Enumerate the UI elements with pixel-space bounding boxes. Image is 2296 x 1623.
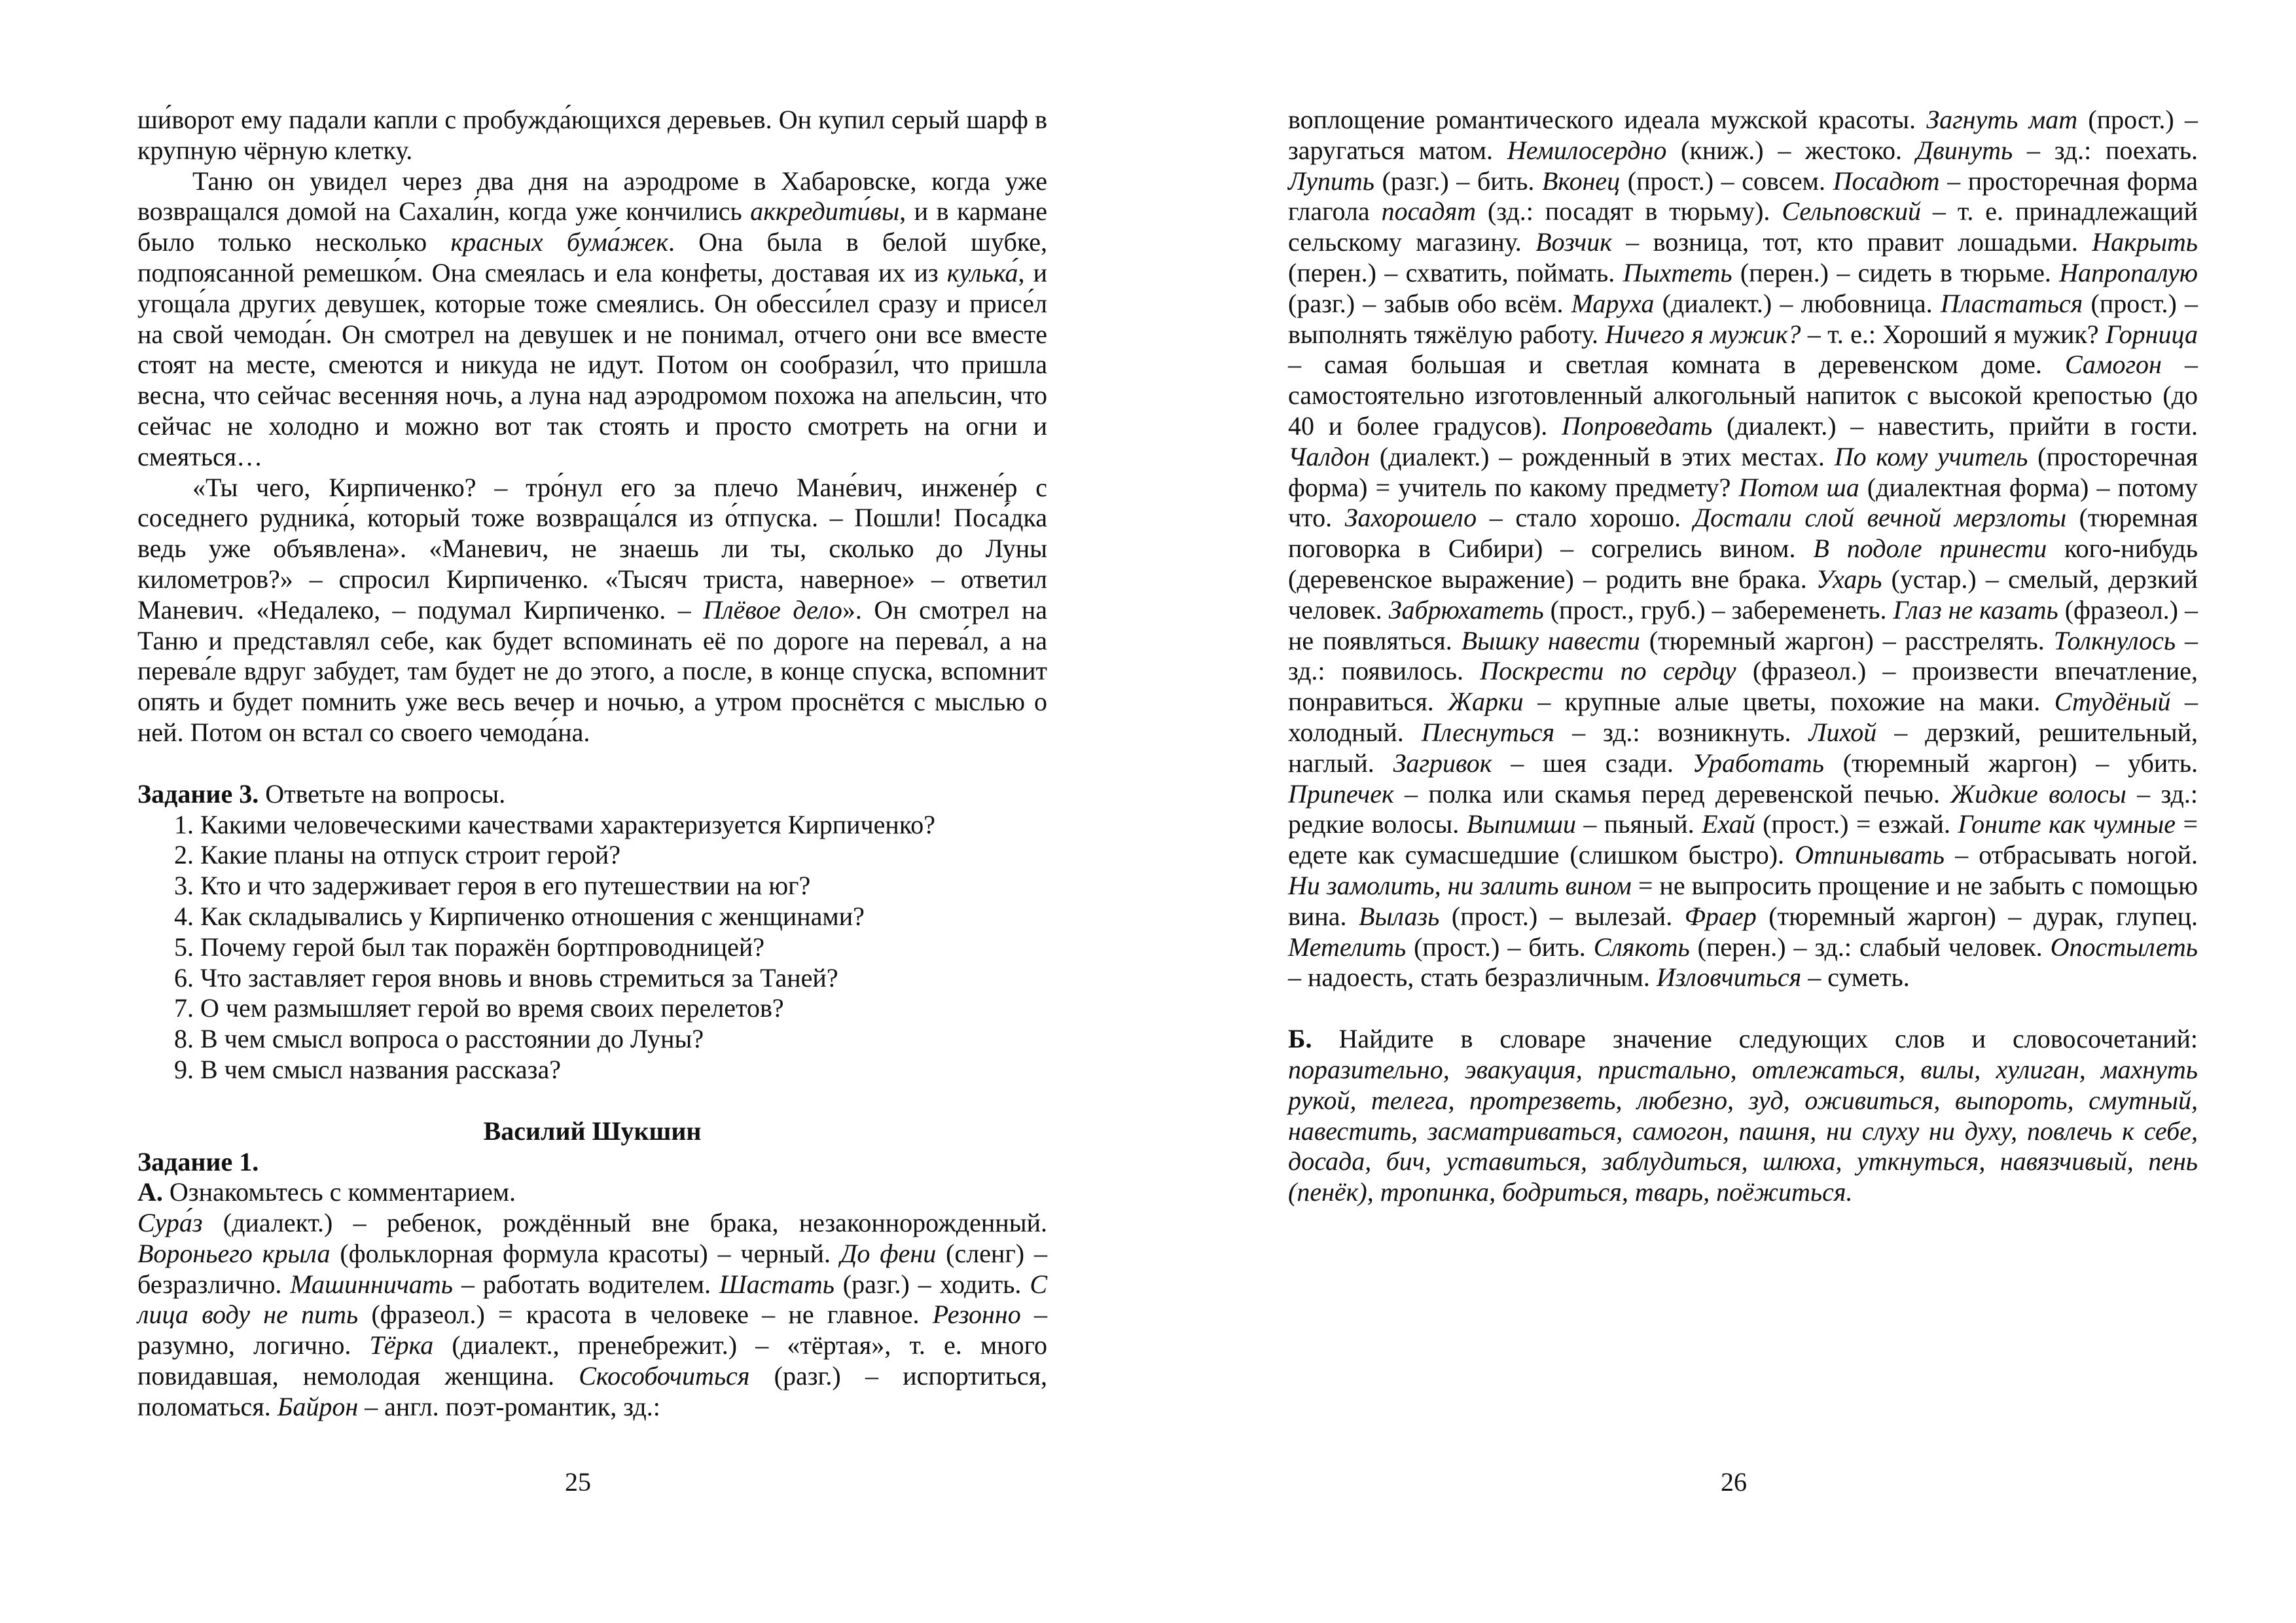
text-run: – шея сзади. <box>1492 748 1693 778</box>
text-run: (тюремный жаргон) – дурак, глупец. <box>1756 901 2198 931</box>
italic-term: Опостылеть <box>2050 932 2198 962</box>
italic-term: Двинуть <box>1916 135 2013 165</box>
author-heading: Василий Шукшин <box>483 1116 702 1146</box>
italic-term: Шастать <box>719 1269 834 1299</box>
text-run: (прост.) – бить. <box>1406 932 1594 962</box>
italic-term: Потом ша <box>1738 472 1859 502</box>
text-run: (диалект.) – любовница. <box>1654 288 1941 318</box>
task-3-label: Задание 3. <box>137 778 259 809</box>
italic-term: Захорошело <box>1344 503 1477 533</box>
italic-term: Толкнулось <box>2053 625 2176 655</box>
text-run: (тюремная поговорка в Сибири) – согрелись вином. <box>1288 503 2198 564</box>
italic-term: Достали слой вечной мерзлоты <box>1693 503 2067 533</box>
text-run: (фразеол.) = красота в человеке – не главное. <box>358 1300 933 1330</box>
italic-term: Плёвое дело <box>703 594 842 625</box>
italic-term: С лица воду не пить <box>137 1269 1047 1330</box>
text-run: (разг.) – забыв обо всём. <box>1288 288 1571 318</box>
italic-term: Немилосердно <box>1507 135 1667 165</box>
text-run: (перен.) – зд.: слабый человек. <box>1689 932 2051 962</box>
italic-term: Сура́з <box>137 1208 203 1238</box>
text-run: (разг.) – испортиться, поломаться. <box>137 1361 1047 1421</box>
part-a-text: Ознакомьтесь с комментарием. <box>162 1177 516 1207</box>
italic-term: Поскрести по сердцу <box>1480 656 1736 686</box>
page-number-right: 26 <box>1721 1467 1747 1497</box>
italic-term: Вылазь <box>1359 901 1440 931</box>
text-run: (разг.) – ходить. <box>834 1269 1030 1299</box>
text-run: (устар.) – смелый, дерзкий человек. <box>1288 564 2198 625</box>
text-run: , и в кармане было только несколько <box>137 196 1048 257</box>
text-run: – полка или скамья перед деревенской печью. <box>1393 778 1951 809</box>
italic-term: Тёрка <box>369 1330 434 1360</box>
text-run: – работать водителем. <box>453 1269 719 1299</box>
text-run: – возница, тот, кто правит лошадьми. <box>1611 227 2092 257</box>
text-run: (зд.: посадят в тюрьму). <box>1476 196 1782 227</box>
italic-term: Чалдон <box>1288 441 1371 471</box>
text-run: (диалект.) – навестить, прийти в гости. <box>1712 410 2198 441</box>
italic-term: Забрюхатеть <box>1388 594 1544 625</box>
text-run: – т. е. принадлежащий сельскому магазину. <box>1288 196 2198 257</box>
italic-term: Гоните как чумные <box>1958 809 2176 839</box>
paragraph-2 <box>137 166 1047 473</box>
text-run: (фольклорная формула красоты) – черный. <box>330 1238 840 1268</box>
question-item: 4. Как складывались у Кирпиченко отношения с женщинами? <box>174 901 865 931</box>
italic-term: В подоле принести <box>1813 534 2047 564</box>
italic-term: Загривок <box>1393 748 1492 778</box>
question-item: 3. Кто и что задерживает героя в его путешествии на юг? <box>174 871 811 901</box>
italic-term: Пластаться <box>1940 288 2083 318</box>
text-run: – зд.: редкие волосы. <box>1288 778 2198 839</box>
text-run: кого-нибудь (деревенское выражение) – родить вне брака. <box>1288 534 2198 594</box>
text-run: (перен.) – сидеть в тюрьме. <box>1732 257 2060 287</box>
text-run: . Она была в белой шубке, подпоясанной ремешко́м. Она смеялась и ела конфеты, доставая их из <box>137 227 1048 287</box>
task-3-heading <box>137 779 1047 810</box>
text-run: – дерзкий, решительный, наглый. <box>1288 717 2198 778</box>
question-item: 1. Какими человеческими качествами характеризуется Кирпиченко? <box>174 809 935 839</box>
italic-term: Выпимши <box>1466 809 1576 839</box>
italic-term: Фраер <box>1684 901 1757 931</box>
task-3-text: Ответьте на вопросы. <box>259 778 506 809</box>
question-item: 8. В чем смысл вопроса о расстоянии до Луны? <box>174 1024 704 1054</box>
text-run: – холодный. <box>1288 687 2198 747</box>
italic-term: Ухарь <box>1816 564 1882 594</box>
text-run: – англ. поэт-романтик, зд.: <box>358 1391 660 1421</box>
text-run: (фразеол.) – не появляться. <box>1288 594 2198 655</box>
italic-term: Жидкие волосы <box>1950 778 2126 809</box>
text-run: (диалект., пренебрежит.) – «тёртая», т. е. много повидавшая, немолодая женщина. <box>137 1330 1048 1391</box>
text-run: (перен.) – схватить, поймать. <box>1288 257 1623 287</box>
text-run: – зд.: возникнуть. <box>1554 717 1809 747</box>
italic-term: Слякоть <box>1593 932 1690 962</box>
italic-term: Пыхтеть <box>1623 257 1732 287</box>
text-run: (прост.) – выполнять тяжёлую работу. <box>1288 288 2198 349</box>
italic-term: Плеснуться <box>1421 717 1555 747</box>
italic-term: Машинничать <box>290 1269 453 1299</box>
italic-term: Посадют <box>1833 166 1940 196</box>
text-run: (прост.) = езжай. <box>1755 809 1958 839</box>
text-run: «Ты чего, Кирпиченко? – тро́нул его за плечо Мане́вич, инжене́р с соседнего рудника́, который тоже возвраща́лся из о́тпуска. – Пошли! Поса́дка ведь уже объявлена». «Маневич, не знаешь ли ты, сколько до Луны километров?» – спросил Кирпиченко. «Тысяч триста, наверное» – ответил Маневич. «Недалеко, – подумал Кирпиченко. – <box>137 472 1047 625</box>
part-b <box>1288 1024 2198 1208</box>
italic-term: Байрон <box>277 1391 359 1421</box>
text-run: = едете как сумасшедшие (слишком быстро). <box>1288 809 2198 870</box>
text-run: – отбрасывать ногой. <box>1945 840 2198 870</box>
task-1-heading: Задание 1. <box>137 1146 259 1176</box>
italic-term: Возчик <box>1535 227 1612 257</box>
text-run: (прост.) – совсем. <box>1620 166 1833 196</box>
italic-term: Накрыть <box>2092 227 2198 257</box>
part-a-label: А. <box>137 1177 163 1207</box>
italic-term: аккредити́вы <box>750 196 900 227</box>
text-run: (разг.) – бить. <box>1374 166 1542 196</box>
text-run: – надоесть, стать безразличным. <box>1288 962 1657 993</box>
text-run: (диалектная форма) – потому что. <box>1288 472 2198 533</box>
text-run: – просторечная форма глагола <box>1288 166 2198 227</box>
text-run: (тюремный жаргон) – убить. <box>1824 748 2198 778</box>
part-b-words: поразительно, эвакуация, пристально, отлежаться, вилы, хулиган, махнуть рукой, телега, протрезветь, любезно, зуд, оживиться, выпороть, смутный, навестить, засматриваться, самогон, пашня, ни слуху ни духу, повлечь к себе, досада, бич, уставиться, заблудиться, шлюха, уткнуться, навязчивый, пень (пенёк), тропинка, бодриться, тварь, поёжиться. <box>1288 1054 2198 1207</box>
italic-term: По кому учитель <box>1834 441 2028 471</box>
text-run: – суметь. <box>1801 962 1910 993</box>
text-run: (фразеол.) – произвести впечатление, понравиться. <box>1288 656 2198 717</box>
text-run: (прост., груб.) – забеременеть. <box>1543 594 1893 625</box>
text-run: – разумно, логично. <box>137 1300 1048 1360</box>
italic-term: Студёный <box>2054 687 2171 717</box>
page-number-left: 25 <box>565 1467 591 1497</box>
glossary-left <box>137 1208 1047 1423</box>
italic-term: Попроведать <box>1561 410 1713 441</box>
question-item: 6. Что заставляет героя вновь и вновь стремиться за Таней? <box>174 962 838 993</box>
paragraph-3 <box>137 473 1047 748</box>
italic-term: Ничего я мужик? <box>1605 319 1801 349</box>
text-run: (тюремный жаргон) – расстрелять. <box>1640 625 2054 655</box>
text-run: – зд.: появилось. <box>1288 625 2198 686</box>
question-item: 9. В чем смысл названия рассказа? <box>174 1054 561 1084</box>
text-run: (прост.) – вылезай. <box>1439 901 1685 931</box>
question-item: 2. Какие планы на отпуск строит герой? <box>174 840 621 870</box>
italic-term: Загнуть мат <box>1926 105 2078 134</box>
text-run: (диалект.) – рожденный в этих местах. <box>1370 441 1835 471</box>
italic-term: Ни замолить, ни залить вином <box>1288 870 1632 900</box>
text-run: – пьяный. <box>1575 809 1702 839</box>
text-run: Таню он увидел через два дня на аэродроме в Хабаровске, когда уже возвращался домой на Сахали́н, когда уже кончились <box>137 166 1047 227</box>
right-page <box>1288 105 2198 1208</box>
text-run: – зд.: поехать. <box>2013 135 2198 165</box>
italic-term: Вконец <box>1541 166 1621 196</box>
text-run: – т. е.: Хороший я мужик? <box>1801 319 2106 349</box>
italic-term: Ехай <box>1702 809 1755 839</box>
text-run: (диалект.) – ребенок, рождённый вне брака, незаконнорожденный. <box>202 1208 1047 1238</box>
italic-term: Сельповский <box>1782 196 1921 227</box>
text-run: = не выпросить прощение и не забыть с помощью вина. <box>1288 870 2198 931</box>
text-run: (книж.) – жестоко. <box>1666 135 1916 165</box>
italic-term: Изловчиться <box>1656 962 1802 993</box>
glossary-right <box>1288 105 2198 993</box>
questions-list <box>137 810 1047 1085</box>
left-page <box>137 105 1047 1423</box>
italic-term: Уработать <box>1692 748 1825 778</box>
italic-term: Вышку навести <box>1461 625 1640 655</box>
text-run: – стало хорошо. <box>1477 503 1694 533</box>
question-item: 7. О чем размышляет герой во время своих перелетов? <box>174 993 784 1023</box>
italic-term: Скособочиться <box>579 1361 750 1391</box>
italic-term: Глаз не казать <box>1893 594 2058 625</box>
italic-term: посадят <box>1381 196 1477 227</box>
italic-term: Маруха <box>1571 288 1655 318</box>
text-run: (сленг) – безразлично. <box>137 1238 1047 1299</box>
italic-term: красных бума́жек <box>450 227 668 257</box>
italic-term: До фени <box>840 1238 937 1268</box>
paragraph-1: ши́ворот ему падали капли с пробужда́ющихся деревьев. Он купил серый шарф в крупную чёрную клетку. <box>137 105 1047 165</box>
italic-term: Самогон <box>2064 350 2162 380</box>
text-run: – крупные алые цветы, похожие на маки. <box>1523 687 2054 717</box>
italic-term: Жарки <box>1448 687 1524 717</box>
text-run: (прост.) – заругаться матом. <box>1288 105 2198 165</box>
text-run: , и угоща́ла других девушек, которые тоже смеялись. Он обесси́лел сразу и присе́л на свой чемода́н. Он смотрел на девушек и не понимал, отчего они все вместе стоят на месте, смеются и никуда не идут. Потом он сообрази́л, что пришла весна, что сейчас весенняя ночь, а луна над аэродромом похожа на апельсин, что сейчас не холодно и можно вот так стоять и просто смотреть на огни и смеяться… <box>137 257 1048 471</box>
italic-term: Горница <box>2105 319 2198 349</box>
part-b-label: Б. <box>1288 1024 1312 1054</box>
italic-term: Отпинывать <box>1795 840 1945 870</box>
italic-term: кулька́ <box>946 257 1018 287</box>
italic-term: Резонно <box>932 1300 1021 1330</box>
italic-term: Лупить <box>1288 166 1374 196</box>
text-run: – самостоятельно изготовленный алкогольный напиток с высокой крепостью (до 40 и более градусов). <box>1288 350 2198 441</box>
text-run: воплощение романтического идеала мужской красоты. <box>1288 105 1927 134</box>
text-run: ». Он смотрел на Таню и представлял себе, как будет вспоминать её по дороге на перева́л, а на перева́ле вдруг забудет, там будет не до этого, а после, в конце спуска, вспомнит опять и будет помнить уже весь вечер и ночью, а утром проснётся с мыслью о ней. Потом он встал со своего чемода́на. <box>137 594 1047 747</box>
italic-term: Напропалую <box>2059 257 2198 287</box>
italic-term: Метелить <box>1288 932 1407 962</box>
italic-term: Вороньего крыла <box>137 1238 331 1268</box>
text-run: (просторечная форма) = учитель по какому предмету? <box>1288 441 2198 502</box>
italic-term: Лихой <box>1808 717 1877 747</box>
italic-term: Припечек <box>1288 778 1394 809</box>
part-a-heading <box>137 1177 1047 1208</box>
question-item: 5. Почему герой был так поражён бортпроводницей? <box>174 932 765 962</box>
text-run: – самая большая и светлая комната в деревенском доме. <box>1288 350 2065 380</box>
part-b-text: Найдите в словаре значение следующих слов и словосочетаний: <box>1312 1024 2198 1054</box>
